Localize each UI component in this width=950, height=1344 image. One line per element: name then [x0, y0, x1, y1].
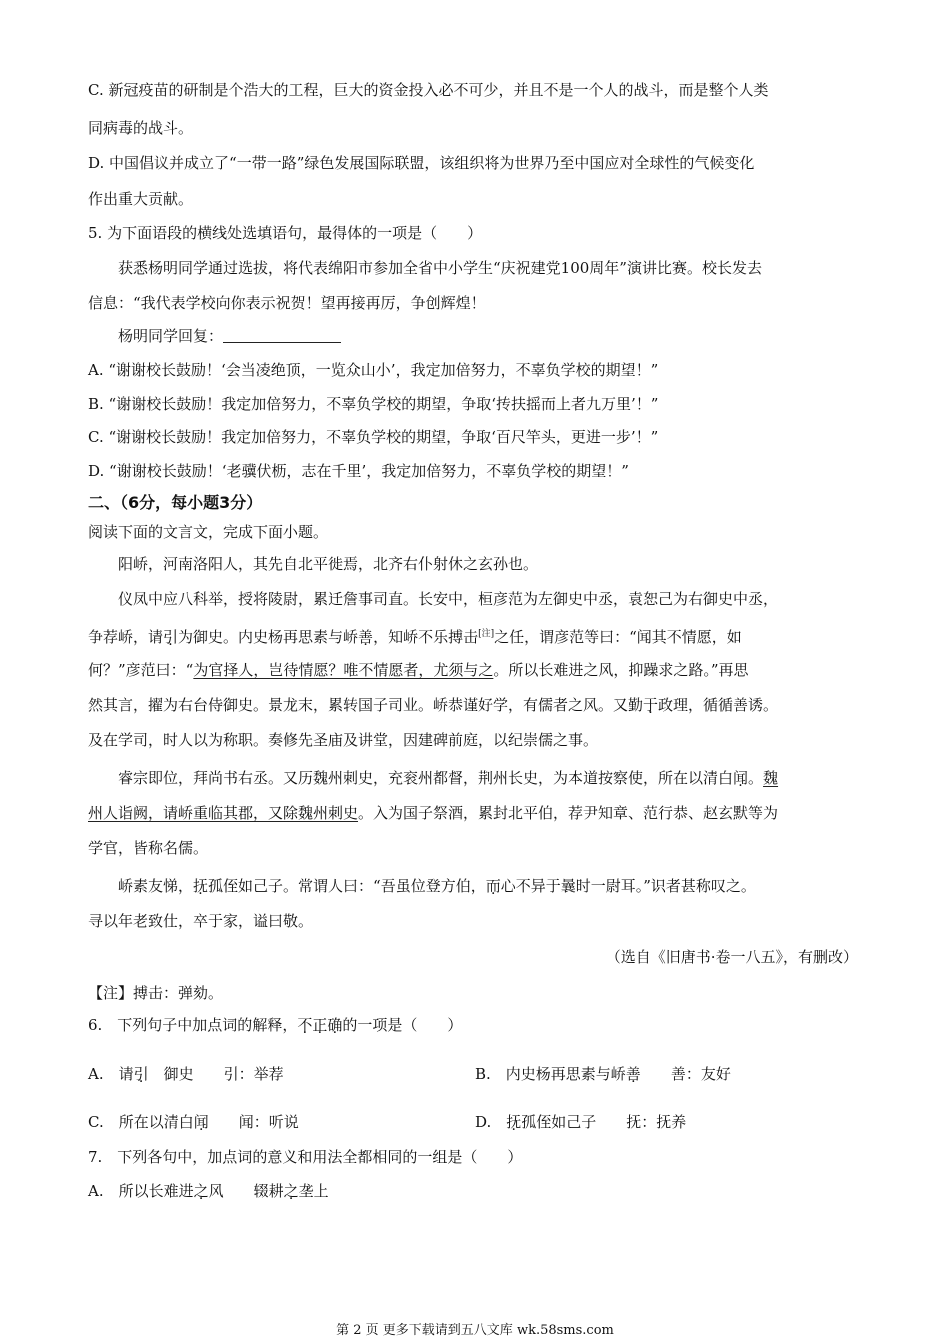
- q6-option-b: B. 内史杨再思素与峤善 善：友好: [475, 1065, 731, 1083]
- q5-option-a: A. “谢谢校长鼓励！‘会当凌绝顶，一览众山小’，我定加倍努力，不辜负学校的期望！”: [88, 361, 659, 379]
- q7-option-a: A. 所以长难进之风 辍耕之垄上: [88, 1182, 329, 1200]
- passage-source: （选自《旧唐书·卷一八五》，有删改）: [605, 948, 858, 966]
- passage-line-9: 学官，皆称名儒。: [88, 839, 209, 857]
- underlined-sentence-2: 州人诣阙，请峤重临其郡，又除魏州刺史: [88, 804, 359, 822]
- dotted-word-er: 而: [485, 877, 501, 895]
- q4-option-c-line1: C. 新冠疫苗的研制是个浩大的工程，巨大的资金投入必不可少，并且不是一个人的战斗，而是整个人类: [88, 81, 769, 99]
- page-footer: 第 2 页 更多下载请到五八文库 wk.58sms.com: [336, 1323, 614, 1338]
- passage-line-7: 睿宗即位，拜尚书右丞。又历魏州刺史，充衮州都督，荆州长史，为本道按察使，所在以清白闻。魏: [118, 769, 779, 787]
- q6-stem: 6. 下列句子中加点词的解释，不正确的一项是（ ）: [88, 1016, 463, 1034]
- passage-line-10: 峤素友悌，抚孤侄如己子。常谓人曰：“吾虽位登方伯，而心不异于曩时一尉耳。”识者甚称叹之。: [118, 877, 756, 895]
- passage-line-3: 争荐峤，请引为御史。内史杨再思素与峤善，知峤不乐搏击[注]之任，谓彦范等曰：“闻其不情愿，如: [88, 628, 742, 646]
- passage-line-1: 阳峤，河南洛阳人，其先自北平徙焉，北齐右仆射休之玄孙也。: [118, 555, 539, 573]
- passage-line-4: 何？”彦范曰：“为官择人，岂待情愿？唯不情愿者，尤须与之。所以长难进之风，抑躁求之路。”再思: [88, 661, 749, 679]
- passage-line-8: 州人诣阙，请峤重临其郡，又除魏州刺史。入为国子祭酒，累封北平伯，荐尹知章、范行恭、赵玄默等为: [88, 804, 779, 822]
- q4-option-d-line2: 作出重大贡献。: [88, 190, 194, 208]
- q4-option-d-line1: D. 中国倡议并成立了“一带一路”绿色发展国际联盟，该组织将为世界乃至中国应对全球性的气候变化: [88, 154, 755, 172]
- q5-answer-blank: [223, 326, 341, 343]
- q5-reply-label: 杨明同学回复：: [118, 327, 224, 345]
- underlined-sentence-1: 为官择人，岂待情愿？唯不情愿者，尤须与之: [193, 661, 494, 679]
- footnote-marker: [注]: [478, 629, 495, 639]
- passage-note: 【注】搏击：弹劾。: [88, 984, 224, 1002]
- q5-stem: 5. 为下面语段的横线处选填语句，最得体的一项是（ ）: [88, 224, 483, 242]
- dotted-word-yin: 引: [163, 628, 179, 646]
- q5-option-c: C. “谢谢校长鼓励！我定加倍努力，不辜负学校的期望，争取‘百尺竿头，更进一步’！”: [88, 428, 659, 446]
- section-2-heading: 二、（6分，每小题3分）: [88, 493, 263, 512]
- q5-reply: [118, 325, 341, 347]
- dotted-word-yu: 于: [643, 696, 659, 714]
- q4-option-c-line2: 同病毒的战斗。: [88, 119, 194, 137]
- passage-line-5: 然其言，擢为右台侍御史。景龙末，累转国子司业。峤恭谨好学，有儒者之风。又勤于政理，循循善诱。: [88, 696, 779, 714]
- q5-passage-line1: 获悉杨明同学通过选拔，将代表绵阳市参加全省中小学生“庆祝建党100周年”演讲比赛。校长发去: [118, 259, 762, 277]
- q6-option-c: C. 所在以清白闻 闻：听说: [88, 1113, 299, 1131]
- q5-option-d: D. “谢谢校长鼓励！‘老骥伏枥，志在千里’，我定加倍努力，不辜负学校的期望！”: [88, 462, 629, 480]
- dotted-word-shan: 善: [358, 628, 374, 646]
- q5-passage-line2: 信息：“我代表学校向你表示祝贺！望再接再厉，争创辉煌！: [88, 294, 486, 312]
- dotted-word-wen: 闻: [733, 769, 749, 787]
- passage-line-2: 仪凤中应八科举，授将陵尉，累迁詹事司直。长安中，桓彦范为左御史中丞，袁恕己为右御史中丞，: [118, 590, 779, 608]
- q7-stem: 7. 下列各句中，加点词的意义和用法全都相同的一组是（ ）: [88, 1148, 523, 1166]
- passage-line-11: 寻以年老致仕，卒于家，谥曰敬。: [88, 912, 314, 930]
- q6-option-a: A. 请引 御史 引：举荐: [88, 1065, 284, 1083]
- q5-option-b: B. “谢谢校长鼓励！我定加倍努力，不辜负学校的期望，争取‘抟扶摇而上者九万里’！”: [88, 395, 659, 413]
- section-2-intro: 阅读下面的文言文，完成下面小题。: [88, 523, 329, 541]
- dotted-word-fu: 抚: [193, 877, 209, 895]
- passage-line-6: 及在学司，时人以为称职。奏修先圣庙及讲堂，因建碑前庭，以纪崇儒之事。: [88, 731, 599, 749]
- q6-option-d: D. 抚孤侄如己子 抚：抚养: [475, 1113, 687, 1131]
- underlined-sentence-2-start: 魏: [763, 769, 779, 787]
